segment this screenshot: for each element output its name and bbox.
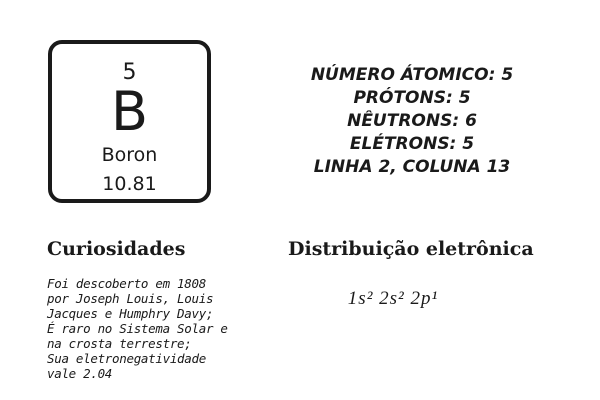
distribuicao-heading: Distribuição eletrônica	[288, 238, 534, 260]
fact-line: Foi descoberto em 1808	[47, 276, 206, 291]
fact-line: Sua eletronegatividade	[47, 351, 206, 366]
curiosidades-text	[47, 276, 237, 381]
element-stats	[262, 64, 562, 179]
fact-line: É raro no Sistema Solar e	[47, 321, 228, 336]
stat-neutrons: NÊUTRONS: 6	[347, 111, 477, 131]
stat-atomic-number: NÚMERO ÁTOMICO: 5	[310, 65, 514, 85]
element-card	[48, 40, 211, 203]
fact-line: Jacques e Humphry Davy;	[47, 306, 214, 321]
fact-line: vale 2.04	[47, 366, 113, 381]
element-symbol: B	[110, 80, 149, 143]
stat-position: LINHA 2, COLUNA 13	[313, 157, 511, 177]
element-name: Boron	[101, 144, 158, 166]
fact-line: por Joseph Louis, Louis	[47, 291, 214, 306]
atomic-mass: 10.81	[102, 173, 157, 195]
fact-line: na crosta terrestre;	[47, 336, 192, 351]
curiosidades-heading: Curiosidades	[47, 238, 186, 260]
stat-electrons: ELÉTRONS: 5	[349, 134, 475, 154]
atomic-number: 5	[122, 60, 137, 85]
stat-protons: PRÓTONS: 5	[353, 88, 471, 108]
electron-configuration: 1s² 2s² 2p¹	[347, 288, 439, 309]
